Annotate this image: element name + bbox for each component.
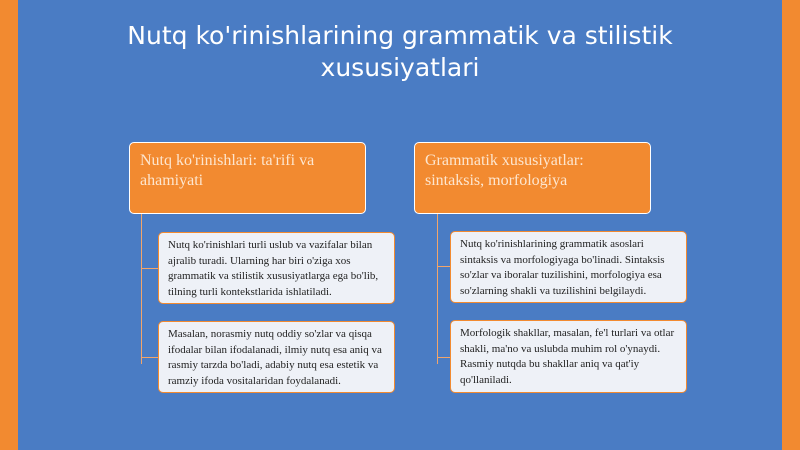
detail-box-grammar-2 bbox=[450, 320, 687, 393]
connector-tick-right-1 bbox=[437, 266, 450, 267]
connector-tick-left-1 bbox=[141, 268, 158, 269]
connector-tick-left-2 bbox=[141, 357, 158, 358]
connector-tick-right-2 bbox=[437, 357, 450, 358]
connector-line-right bbox=[437, 214, 438, 364]
slide-title bbox=[18, 20, 782, 84]
detail-box-grammar-1-text: Nutq ko'rinishlarining grammatik asoslari sintaksis va morfologiyaga bo'linadi. Sintaksis so'zlar va iboralar tuzilishini, morfologiya esa so'zlarning shakli va tuzilishini belgilaydi. bbox=[460, 238, 665, 297]
detail-box-definition-1-text: Nutq ko'rinishlari turli uslub va vazifalar bilan ajralib turadi. Ularning har biri o'ziga xos grammatik va stilistik xususiyatlarga ega bo'lib, tilning turli kontekstlarida ishlatiladi. bbox=[168, 239, 379, 298]
header-box-definition-label: Nutq ko'rinishlari: ta'rifi va ahamiyati bbox=[140, 152, 315, 189]
header-box-grammar bbox=[414, 142, 651, 214]
detail-box-definition-2 bbox=[158, 321, 395, 393]
connector-line-left bbox=[141, 214, 142, 364]
header-box-grammar-label: Grammatik xususiyatlar: sintaksis, morfologiya bbox=[425, 152, 584, 189]
detail-box-grammar-2-text: Morfologik shakllar, masalan, fe'l turlari va otlar shakli, ma'no va uslubda muhim rol o'ynaydi. Rasmiy nutqda bu shakllar aniq va qat'iy qo'llaniladi. bbox=[460, 327, 675, 386]
slide-title-line-1: Nutq ko'rinishlarining grammatik va stilistik bbox=[127, 21, 673, 50]
detail-box-grammar-1 bbox=[450, 231, 687, 303]
detail-box-definition-2-text: Masalan, norasmiy nutq oddiy so'zlar va qisqa ifodalar bilan ifodalanadi, ilmiy nutq esa aniq va rasmiy tarzda bo'ladi, adabiy nutq esa estetik va ramziy ifoda vositalaridan foydalanadi. bbox=[168, 328, 382, 387]
header-box-definition bbox=[129, 142, 366, 214]
slide-title-line-2: xususiyatlari bbox=[320, 53, 480, 82]
detail-box-definition-1 bbox=[158, 232, 395, 304]
